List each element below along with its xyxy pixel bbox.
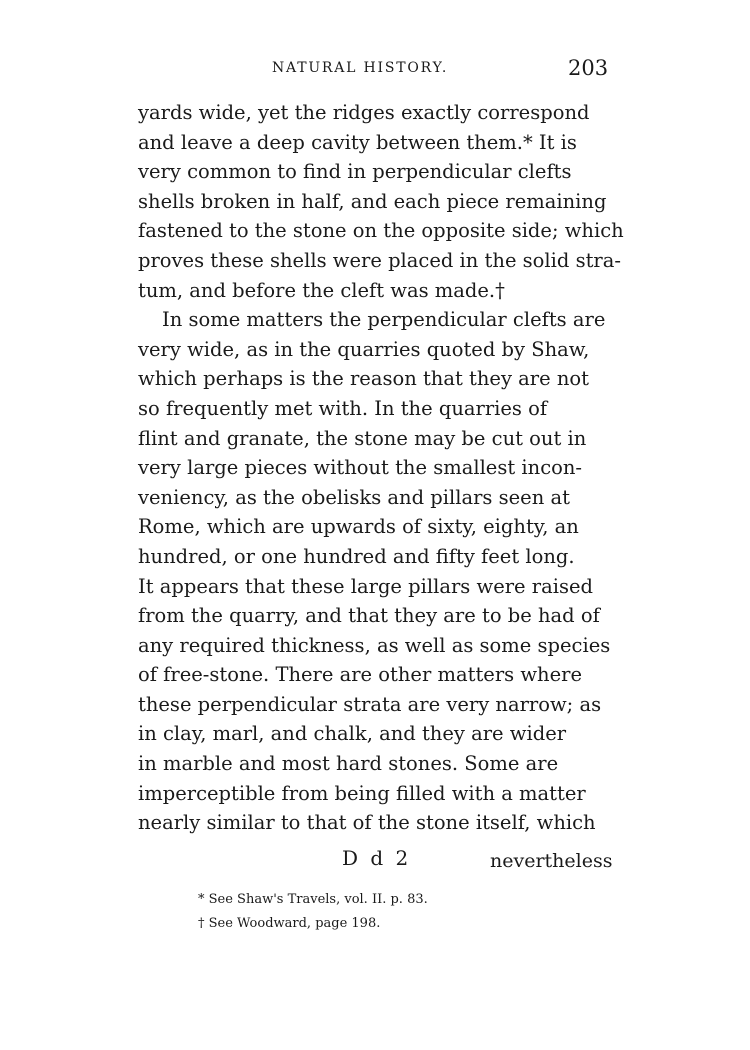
text-line: fastened to the stone on the opposite side; which — [138, 219, 624, 243]
text-line: in clay, marl, and chalk, and they are wider — [138, 722, 567, 746]
footnote: † See Woodward, page 198. — [198, 916, 381, 931]
text-line: in marble and most hard stones. Some are — [138, 752, 559, 776]
text-line: proves these shells were placed in the solid stra- — [138, 248, 621, 272]
signature-mark: D d 2 — [342, 846, 412, 870]
page-number: 203 — [568, 56, 609, 80]
text-line: which perhaps is the reason that they are not — [138, 367, 589, 391]
text-line: imperceptible from being filled with a matter — [138, 781, 586, 805]
text-line: very common to find in perpendicular clefts — [138, 160, 572, 184]
text-line: veniency, as the obelisks and pillars seen at — [138, 485, 570, 509]
text-line: these perpendicular strata are very narrow; as — [138, 692, 602, 716]
footnote: * See Shaw's Travels, vol. II. p. 83. — [198, 892, 428, 907]
footnotes — [198, 888, 578, 936]
text-line: tum, and before the cleft was made.† — [138, 278, 505, 302]
text-line: any required thickness, as well as some species — [138, 633, 611, 657]
running-head: NATURAL HISTORY. — [272, 60, 449, 76]
text-line: nearly similar to that of the stone itself, which — [138, 811, 596, 835]
paragraph-start-line: In some matters the perpendicular clefts are — [162, 308, 606, 332]
text-line: shells broken in half, and each piece remaining — [138, 189, 607, 213]
text-line: from the quarry, and that they are to be had of — [138, 604, 600, 628]
text-line: yards wide, yet the ridges exactly correspond — [138, 101, 590, 124]
signature-line — [138, 842, 614, 882]
body-text — [138, 98, 624, 838]
text-line: so frequently met with. In the quarries of — [138, 396, 548, 420]
catchword: nevertheless — [490, 850, 613, 872]
text-line: of free-stone. There are other matters where — [138, 663, 582, 687]
text-line: It appears that these large pillars were raised — [138, 574, 594, 598]
text-line: very large pieces without the smallest incon- — [138, 456, 582, 480]
text-line: and leave a deep cavity between them.* It is — [138, 130, 577, 154]
text-line: flint and granate, the stone may be cut out in — [138, 426, 587, 450]
text-line: Rome, which are upwards of sixty, eighty, an — [138, 515, 579, 539]
text-line: hundred, or one hundred and fifty feet long. — [138, 544, 575, 568]
text-line: very wide, as in the quarries quoted by Shaw, — [138, 337, 590, 361]
